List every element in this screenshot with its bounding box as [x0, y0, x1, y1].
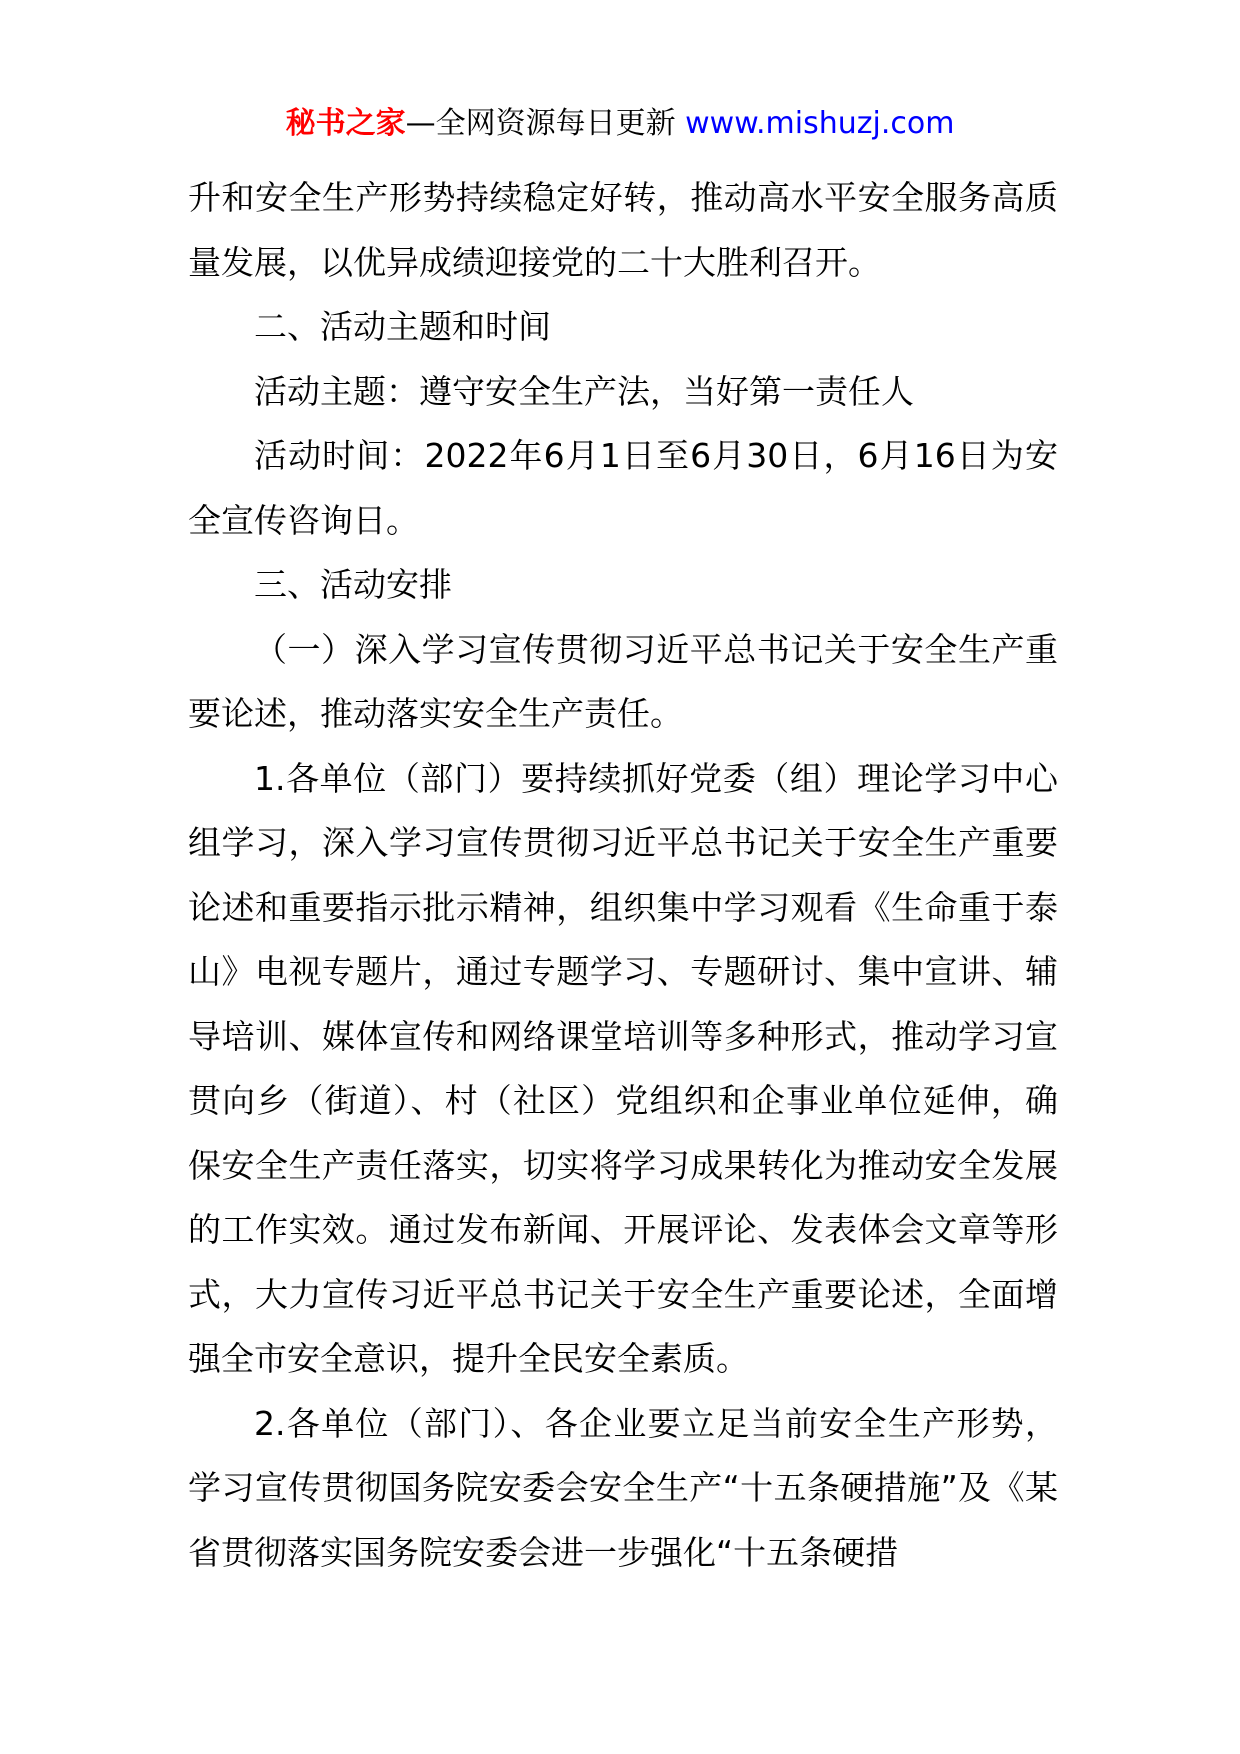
paragraph-item-2: 2.各单位（部门）、各企业要立足当前安全生产形势，学习宣传贯彻国务院安委会安全生产“十五条硬措施”及《某省贯彻落实国务院安委会进一步强化“十五条硬措 [188, 1403, 1058, 1572]
paragraph-continuation: 升和安全生产形势持续稳定好转，推动高水平安全服务高质量发展，以优异成绩迎接党的二十大胜利召开。 [188, 178, 1058, 282]
paragraph-activity-time: 活动时间：2022年6月1日至6月30日，6月16日为安全宣传咨询日。 [188, 436, 1058, 540]
section-heading-theme-time: 二、活动主题和时间 [254, 307, 551, 346]
paragraph-activity-theme: 活动主题：遵守安全生产法，当好第一责任人 [254, 371, 914, 411]
header-url-link[interactable]: www.mishuzj.com [685, 106, 955, 141]
header-brand: 秘书之家 [285, 106, 406, 141]
document-body [188, 166, 1058, 1585]
page-header [0, 104, 1240, 144]
subsection-heading-1: （一）深入学习宣传贯彻习近平总书记关于安全生产重要论述，推动落实安全生产责任。 [188, 629, 1058, 733]
paragraph-item-1: 1.各单位（部门）要持续抓好党委（组）理论学习中心组学习，深入学习宣传贯彻习近平总书记关于安全生产重要论述和重要指示批示精神，组织集中学习观看《生命重于泰山》电视专题片，通过专题学习、专题研讨、集中宣讲、辅导培训、媒体宣传和网络课堂培训等多种形式，推动学习宣贯向乡（街道）、村（社区）党组织和企事业单位延伸，确保安全生产责任落实，切实将学习成果转化为推动安全发展的工作实效。通过发布新闻、开展评论、发表体会文章等形式，大力宣传习近平总书记关于安全生产重要论述，全面增强全市安全意识，提升全民安全素质。 [188, 758, 1058, 1378]
section-heading-arrangements: 三、活动安排 [254, 565, 452, 604]
header-tagline: —全网资源每日更新 [405, 106, 686, 141]
